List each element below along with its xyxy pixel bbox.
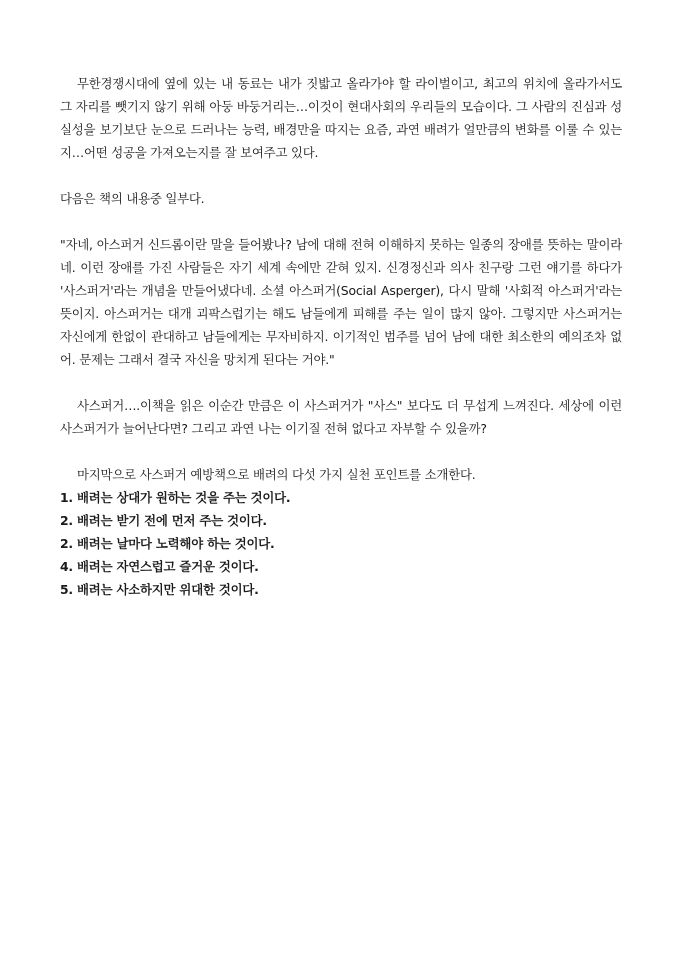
document-page — [60, 72, 622, 601]
paragraph-spacer — [60, 440, 622, 463]
excerpt-intro-paragraph: 다음은 책의 내용중 일부다. — [60, 191, 205, 206]
quote-paragraph: "자네, 아스퍼거 신드롬이란 말을 들어봤나? 남에 대해 전혀 이해하지 못하는 일종의 장애를 뜻하는 말이라네. 이런 장애를 가진 사람들은 자기 세계 속에만 갇혀 있지. 신경정신과 의사 친구랑 그런 얘기를 하다가 '사스퍼거'라는 개념을 만들어냈다네. 소셜 아스퍼거(Social Asperger), 다시 말해 '사회적 아스퍼거'라는 뜻이지. 아스퍼거는 대개 괴팍스럽기는 해도 남들에게 피해를 주는 일이 많지 않아. 그렇지만 사스퍼거는 자신에게 한없이 관대하고 남들에게는 무자비하지. 이기적인 범주를 넘어 남에 대한 최소한의 예의조차 없어. 문제는 그래서 결국 자신을 망치게 된다는 거야." — [60, 237, 622, 367]
list-item: 1. 배려는 상대가 원하는 것을 주는 것이다. — [60, 490, 291, 505]
points-intro-paragraph: 마지막으로 사스퍼거 예방책으로 배려의 다섯 가지 실천 포인트를 소개한다. — [77, 467, 476, 482]
list-item: 5. 배려는 사소하지만 위대한 것이다. — [60, 582, 259, 597]
list-item: 4. 배려는 자연스럽고 즐거운 것이다. — [60, 559, 259, 574]
consideration-points-list — [60, 486, 622, 601]
list-item: 2. 배려는 날마다 노력해야 하는 것이다. — [60, 536, 275, 551]
intro-paragraph: 무한경쟁시대에 옆에 있는 내 동료는 내가 짓밟고 올라가야 할 라이벌이고, 최고의 위치에 올라가서도 그 자리를 뺏기지 않기 위해 아둥 바둥거리는…이것이 현대사회의 우리들의 모습이다. 그 사람의 진심과 성실성을 보기보단 눈으로 드러나는 능력, 배경만을 따지는 요즘, 과연 배려가 얼만큼의 변화를 이룰 수 있는지…어떤 성공을 가져오는지를 잘 보여주고 있다. — [60, 76, 622, 160]
paragraph-spacer — [60, 371, 622, 394]
paragraph-spacer — [60, 210, 622, 233]
list-item: 2. 배려는 받기 전에 먼저 주는 것이다. — [60, 513, 267, 528]
reflection-paragraph: 사스퍼거….이책을 읽은 이순간 만큼은 이 사스퍼거가 "사스" 보다도 더 무섭게 느껴진다. 세상에 이런 사스퍼거가 늘어난다면? 그리고 과연 나는 이기질 전혀 없다고 자부할 수 있을까? — [60, 398, 622, 436]
paragraph-spacer — [60, 164, 622, 187]
